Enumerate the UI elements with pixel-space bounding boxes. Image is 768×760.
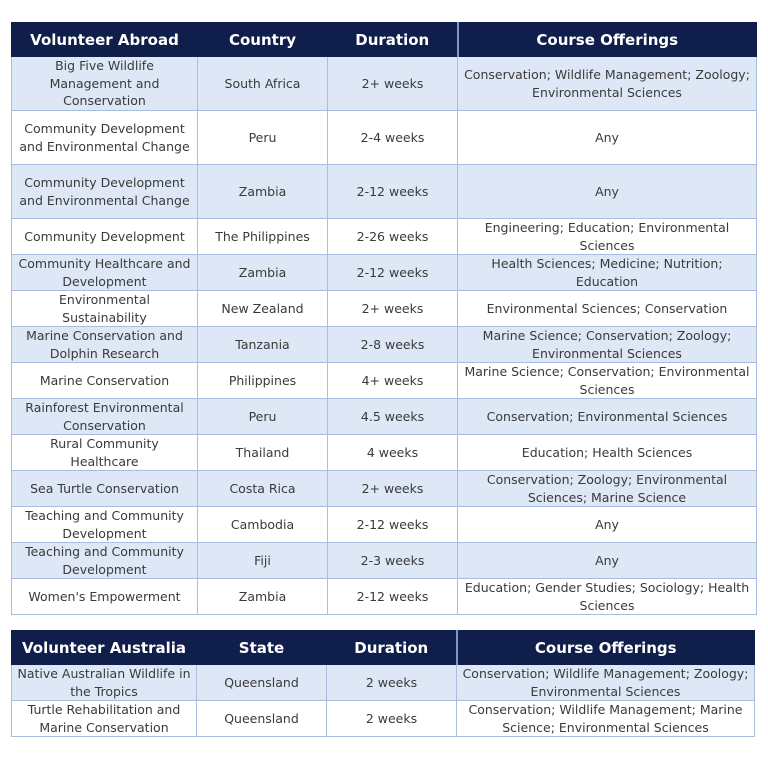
- table-row: [12, 579, 757, 615]
- program-cell: Big Five Wildlife Management and Conservation: [12, 57, 198, 111]
- table-row: [12, 543, 757, 579]
- duration-cell: 2-12 weeks: [328, 165, 458, 219]
- country-cell: The Philippines: [198, 219, 328, 255]
- country-cell: Zambia: [198, 579, 328, 615]
- courses-cell: Education; Gender Studies; Sociology; Health Sciences: [458, 579, 757, 615]
- courses-cell: Engineering; Education; Environmental Sciences: [458, 219, 757, 255]
- duration-cell: 2-4 weeks: [328, 111, 458, 165]
- table-row: [12, 57, 757, 111]
- table-row: [12, 219, 757, 255]
- table-row: [12, 255, 757, 291]
- duration-cell: 2+ weeks: [328, 471, 458, 507]
- header-program: Volunteer Australia: [12, 631, 197, 665]
- program-cell: Rainforest Environmental Conservation: [12, 399, 198, 435]
- courses-cell: Conservation; Wildlife Management; Marine Science; Environmental Sciences: [457, 701, 755, 737]
- duration-cell: 4 weeks: [328, 435, 458, 471]
- courses-cell: Any: [458, 507, 757, 543]
- table-row: [12, 363, 757, 399]
- program-cell: Community Development and Environmental Change: [12, 111, 198, 165]
- country-cell: Thailand: [198, 435, 328, 471]
- program-cell: Community Healthcare and Development: [12, 255, 198, 291]
- courses-cell: Marine Science; Conservation; Environmental Sciences: [458, 363, 757, 399]
- program-cell: Marine Conservation: [12, 363, 198, 399]
- duration-cell: 2+ weeks: [328, 291, 458, 327]
- duration-cell: 2 weeks: [327, 701, 457, 737]
- program-cell: Teaching and Community Development: [12, 543, 198, 579]
- program-cell: Rural Community Healthcare: [12, 435, 198, 471]
- program-cell: Community Development: [12, 219, 198, 255]
- courses-cell: Marine Science; Conservation; Zoology; Environmental Sciences: [458, 327, 757, 363]
- header-duration: Duration: [328, 23, 458, 57]
- country-cell: Zambia: [198, 165, 328, 219]
- state-cell: Queensland: [197, 665, 327, 701]
- courses-cell: Conservation; Wildlife Management; Zoology; Environmental Sciences: [458, 57, 757, 111]
- duration-cell: 2-3 weeks: [328, 543, 458, 579]
- courses-cell: Conservation; Zoology; Environmental Sciences; Marine Science: [458, 471, 757, 507]
- courses-cell: Any: [458, 165, 757, 219]
- program-cell: Women's Empowerment: [12, 579, 198, 615]
- state-cell: Queensland: [197, 701, 327, 737]
- duration-cell: 2+ weeks: [328, 57, 458, 111]
- duration-cell: 4.5 weeks: [328, 399, 458, 435]
- table-row: [12, 399, 757, 435]
- program-cell: Environmental Sustainability: [12, 291, 198, 327]
- header-course-offerings: Course Offerings: [457, 631, 755, 665]
- duration-cell: 2-12 weeks: [328, 507, 458, 543]
- duration-cell: 2-12 weeks: [328, 255, 458, 291]
- country-cell: Philippines: [198, 363, 328, 399]
- volunteer-australia-table: [11, 630, 755, 737]
- header-course-offerings: Course Offerings: [458, 23, 757, 57]
- country-cell: Costa Rica: [198, 471, 328, 507]
- table-row: [12, 507, 757, 543]
- courses-cell: Environmental Sciences; Conservation: [458, 291, 757, 327]
- duration-cell: 2 weeks: [327, 665, 457, 701]
- header-duration: Duration: [327, 631, 457, 665]
- courses-cell: Conservation; Wildlife Management; Zoology; Environmental Sciences: [457, 665, 755, 701]
- country-cell: Zambia: [198, 255, 328, 291]
- table-row: [12, 665, 755, 701]
- program-cell: Community Development and Environmental Change: [12, 165, 198, 219]
- courses-cell: Any: [458, 111, 757, 165]
- table-row: [12, 471, 757, 507]
- courses-cell: Any: [458, 543, 757, 579]
- header-country: Country: [198, 23, 328, 57]
- table-header-row: [12, 631, 755, 665]
- duration-cell: 2-8 weeks: [328, 327, 458, 363]
- table-row: [12, 111, 757, 165]
- country-cell: Fiji: [198, 543, 328, 579]
- country-cell: New Zealand: [198, 291, 328, 327]
- courses-cell: Health Sciences; Medicine; Nutrition; Education: [458, 255, 757, 291]
- header-program: Volunteer Abroad: [12, 23, 198, 57]
- duration-cell: 2-26 weeks: [328, 219, 458, 255]
- duration-cell: 4+ weeks: [328, 363, 458, 399]
- duration-cell: 2-12 weeks: [328, 579, 458, 615]
- table-row: [12, 165, 757, 219]
- country-cell: Peru: [198, 111, 328, 165]
- table-header-row: [12, 23, 757, 57]
- country-cell: Peru: [198, 399, 328, 435]
- program-cell: Marine Conservation and Dolphin Research: [12, 327, 198, 363]
- courses-cell: Education; Health Sciences: [458, 435, 757, 471]
- program-cell: Turtle Rehabilitation and Marine Conservation: [12, 701, 197, 737]
- country-cell: Cambodia: [198, 507, 328, 543]
- courses-cell: Conservation; Environmental Sciences: [458, 399, 757, 435]
- volunteer-abroad-table: [11, 22, 757, 615]
- table-row: [12, 327, 757, 363]
- program-cell: Teaching and Community Development: [12, 507, 198, 543]
- country-cell: South Africa: [198, 57, 328, 111]
- program-cell: Native Australian Wildlife in the Tropics: [12, 665, 197, 701]
- program-cell: Sea Turtle Conservation: [12, 471, 198, 507]
- header-state: State: [197, 631, 327, 665]
- table-row: [12, 291, 757, 327]
- table-row: [12, 435, 757, 471]
- country-cell: Tanzania: [198, 327, 328, 363]
- table-row: [12, 701, 755, 737]
